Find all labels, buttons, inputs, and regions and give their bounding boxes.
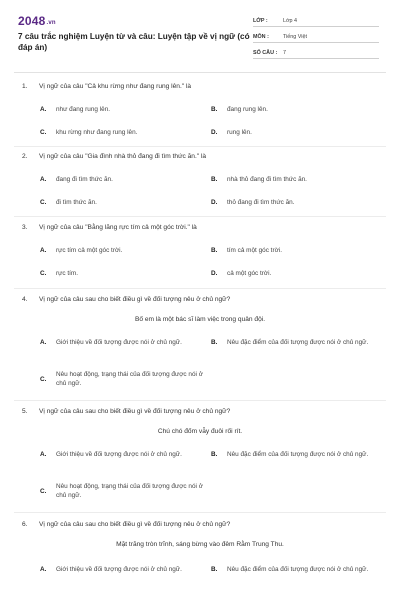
option-c[interactable] — [40, 370, 205, 388]
option-key: D. — [211, 129, 218, 136]
option-key: A. — [40, 339, 47, 346]
option-d[interactable] — [211, 269, 271, 278]
option-text: đang đi tìm thức ăn. — [56, 176, 113, 183]
option-text: đang rung lên. — [227, 106, 268, 113]
option-text: tím cả một góc trời. — [227, 247, 282, 254]
quoted-sentence: Mặt trăng tròn trĩnh, sáng bừng vào đêm Rằm Trung Thu. — [116, 541, 284, 548]
question-number: 6. — [22, 521, 28, 528]
option-key: B. — [211, 247, 218, 254]
option-key: A. — [40, 451, 47, 458]
option-text: cả một góc trời. — [227, 270, 272, 277]
option-key: B. — [211, 566, 218, 573]
option-key: A. — [40, 176, 47, 183]
option-a[interactable] — [40, 450, 200, 459]
option-b[interactable] — [211, 565, 376, 574]
question-separator — [14, 146, 386, 147]
option-d[interactable] — [211, 198, 295, 207]
option-text: Nêu hoạt động, trạng thái của đối tượng được nói ở chủ ngữ. — [56, 483, 203, 499]
question-text: Vị ngữ của câu "Gia đình nhà thỏ đang đi tìm thức ăn." là — [39, 153, 207, 160]
option-text: Nêu đặc điểm của đối tượng được nói ở chủ ngữ. — [227, 339, 369, 346]
question-stem — [22, 223, 382, 232]
option-b[interactable] — [211, 105, 268, 114]
option-text: thỏ đang đi tìm thức ăn. — [227, 199, 295, 206]
option-text: rực tím. — [56, 270, 79, 277]
meta-row-count — [253, 46, 379, 59]
question-separator — [14, 400, 386, 401]
option-text: Nêu đặc điểm của đối tượng được nói ở chủ ngữ. — [227, 566, 369, 573]
meta-label: MÔN : — [253, 34, 269, 40]
option-a[interactable] — [40, 246, 122, 255]
question-text: Vị ngữ của câu "Bằng lăng rực tím cả một góc trời." là — [39, 224, 197, 231]
option-key: B. — [211, 106, 218, 113]
option-b[interactable] — [211, 338, 376, 347]
question-number: 3. — [22, 224, 28, 231]
option-key: C. — [40, 270, 47, 277]
meta-value: Lớp 4 — [283, 18, 298, 24]
option-key: B. — [211, 339, 218, 346]
quoted-sentence: Chú chó đốm vẫy đuôi rối rít. — [157, 428, 243, 435]
option-text: Giới thiệu về đối tượng được nói ở chủ ngữ. — [56, 451, 182, 458]
meta-row-subject — [253, 30, 379, 43]
option-key: A. — [40, 106, 47, 113]
option-b[interactable] — [211, 450, 376, 459]
option-text: đi tìm thức ăn. — [56, 199, 97, 206]
question-number: 4. — [22, 296, 28, 303]
option-a[interactable] — [40, 338, 200, 347]
question-number: 1. — [22, 83, 28, 90]
question-separator — [14, 216, 386, 217]
site-logo[interactable] — [18, 14, 56, 28]
option-c[interactable] — [40, 128, 137, 137]
logo-main: 2048 — [18, 14, 46, 28]
question-text: Vị ngữ của câu "Cả khu rừng như đang rung lên." là — [39, 83, 192, 90]
option-c[interactable] — [40, 269, 78, 278]
meta-value: 7 — [283, 50, 286, 56]
question-separator — [14, 288, 386, 289]
question-text: Vị ngữ của câu sau cho biết điều gì về đối tượng nêu ở chủ ngữ? — [39, 408, 231, 415]
option-text: Nêu hoạt động, trạng thái của đối tượng được nói ở chủ ngữ. — [56, 371, 203, 387]
option-text: Giới thiệu về đối tượng được nói ở chủ ngữ. — [56, 339, 182, 346]
option-key: D. — [211, 199, 218, 206]
option-c[interactable] — [40, 198, 97, 207]
option-text: nhà thỏ đang đi tìm thức ăn. — [227, 176, 307, 183]
question-text: Vị ngữ của câu sau cho biết điều gì về đối tượng nêu ở chủ ngữ? — [39, 521, 231, 528]
option-c[interactable] — [40, 482, 205, 500]
quoted-sentence: Bố em là một bác sĩ làm việc trong quân đội. — [134, 316, 266, 323]
option-d[interactable] — [211, 128, 252, 137]
option-key: C. — [40, 375, 47, 383]
question-separator — [14, 512, 386, 513]
option-a[interactable] — [40, 565, 200, 574]
option-text: rực tím cả một góc trời. — [56, 247, 123, 254]
question-stem — [22, 407, 382, 416]
option-b[interactable] — [211, 175, 307, 184]
option-key: C. — [40, 129, 47, 136]
option-text: như đang rung lên. — [56, 106, 111, 113]
meta-panel — [253, 14, 379, 62]
option-a[interactable] — [40, 105, 110, 114]
meta-row-grade — [253, 14, 379, 27]
option-key: A. — [40, 247, 47, 254]
question-stem — [22, 82, 382, 91]
option-text: Nêu đặc điểm của đối tượng được nói ở chủ ngữ. — [227, 451, 369, 458]
question-stem — [22, 152, 382, 161]
question-stem — [22, 520, 382, 529]
page-header — [0, 0, 400, 68]
option-key: D. — [211, 270, 218, 277]
option-key: A. — [40, 566, 47, 573]
option-key: C. — [40, 487, 47, 495]
option-key: B. — [211, 451, 218, 458]
option-key: C. — [40, 199, 47, 206]
meta-label: LỚP : — [253, 18, 268, 24]
option-b[interactable] — [211, 246, 282, 255]
document-title: 7 câu trắc nghiệm Luyện từ và câu: Luyện tập về vị ngữ (có đáp án) — [18, 32, 250, 52]
question-number: 2. — [22, 153, 28, 160]
option-text: rung lên. — [227, 129, 252, 136]
meta-value: Tiếng Việt — [283, 34, 307, 40]
logo-tld: .vn — [46, 20, 56, 26]
question-text: Vị ngữ của câu sau cho biết điều gì về đối tượng nêu ở chủ ngữ? — [39, 296, 231, 303]
option-text: Giới thiệu về đối tượng được nói ở chủ ngữ. — [56, 566, 182, 573]
header-divider — [14, 72, 386, 73]
question-number: 5. — [22, 408, 28, 415]
option-key: B. — [211, 176, 218, 183]
question-stem — [22, 295, 382, 304]
option-a[interactable] — [40, 175, 113, 184]
meta-label: SỐ CÂU : — [253, 50, 278, 56]
option-text: khu rừng như đang rung lên. — [56, 129, 138, 136]
